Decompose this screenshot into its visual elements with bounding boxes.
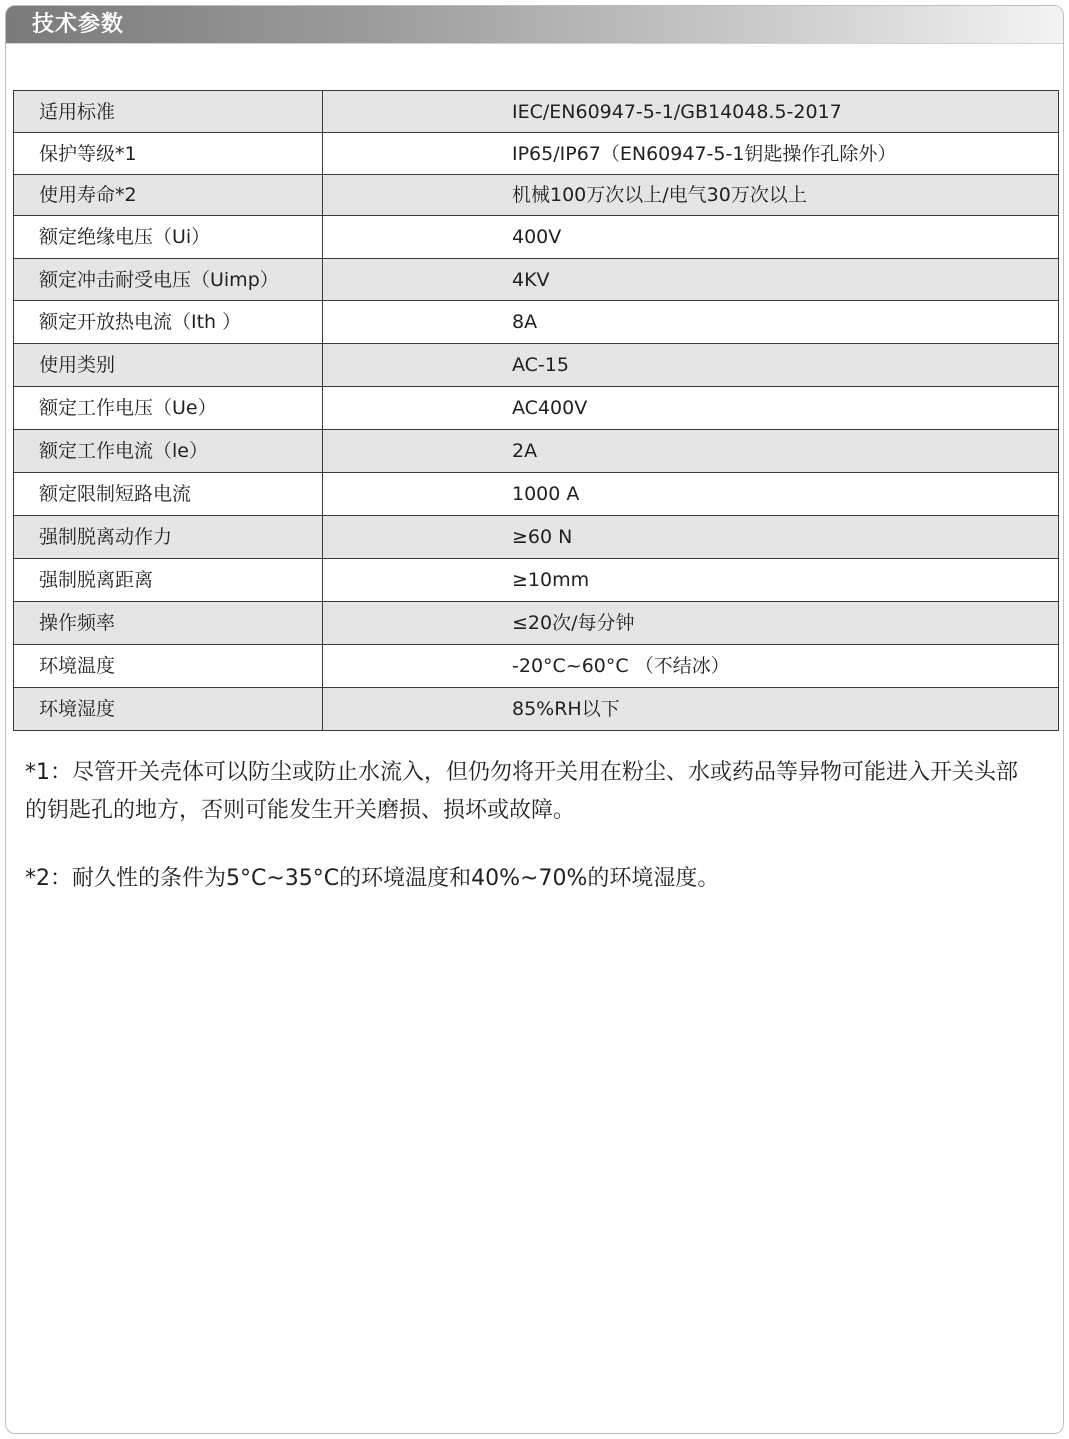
spec-row xyxy=(14,430,1059,473)
spec-value: 机械100万次以上/电气30万次以上 xyxy=(323,175,1059,216)
spec-value: 400V xyxy=(323,216,1059,259)
spec-value: 2A xyxy=(323,430,1059,473)
spec-value: -20°C~60°C （不结冰） xyxy=(323,645,1059,688)
spec-label: 强制脱离动作力 xyxy=(14,516,323,559)
spec-value: 4KV xyxy=(323,259,1059,301)
spec-value: ≥60 N xyxy=(323,516,1059,559)
spec-value: 85%RH以下 xyxy=(323,688,1059,731)
spec-value: AC-15 xyxy=(323,344,1059,387)
spec-row xyxy=(14,216,1059,259)
spec-row xyxy=(14,516,1059,559)
spec-value: 8A xyxy=(323,301,1059,344)
spec-row xyxy=(14,473,1059,516)
spec-label: 操作频率 xyxy=(14,602,323,645)
spec-label: 额定工作电压（Ue） xyxy=(14,387,323,430)
spec-label: 环境湿度 xyxy=(14,688,323,731)
spec-table xyxy=(13,90,1059,731)
spec-sheet-frame xyxy=(5,5,1064,1434)
spec-value: IP65/IP67（EN60947-5-1钥匙操作孔除外） xyxy=(323,133,1059,175)
spec-row xyxy=(14,133,1059,175)
spec-row xyxy=(14,387,1059,430)
spec-value: AC400V xyxy=(323,387,1059,430)
spec-label: 环境温度 xyxy=(14,645,323,688)
footnote-2: *2：耐久性的条件为5°C~35°C的环境温度和40%~70%的环境湿度。 xyxy=(25,866,720,891)
section-header-bar xyxy=(6,6,1063,44)
spec-label: 强制脱离距离 xyxy=(14,559,323,602)
spec-label: 额定冲击耐受电压（Uimp） xyxy=(14,259,323,301)
spec-row xyxy=(14,645,1059,688)
spec-label: 额定工作电流（le） xyxy=(14,430,323,473)
spec-label: 额定开放热电流（Ith ） xyxy=(14,301,323,344)
spec-value: 1000 A xyxy=(323,473,1059,516)
section-title: 技术参数 xyxy=(32,12,125,37)
spec-label: 使用类别 xyxy=(14,344,323,387)
spec-row xyxy=(14,301,1059,344)
spec-label: 保护等级*1 xyxy=(14,133,323,175)
spec-row xyxy=(14,259,1059,301)
spec-label: 额定限制短路电流 xyxy=(14,473,323,516)
spec-row xyxy=(14,175,1059,216)
spec-label: 使用寿命*2 xyxy=(14,175,323,216)
spec-label: 额定绝缘电压（Ui） xyxy=(14,216,323,259)
spec-value: ≤20次/每分钟 xyxy=(323,602,1059,645)
spec-row xyxy=(14,688,1059,731)
spec-row xyxy=(14,91,1059,133)
spec-value: ≥10mm xyxy=(323,559,1059,602)
spec-row xyxy=(14,559,1059,602)
spec-label: 适用标准 xyxy=(14,91,323,133)
spec-value: IEC/EN60947-5-1/GB14048.5-2017 xyxy=(323,91,1059,133)
spec-row xyxy=(14,602,1059,645)
footnotes xyxy=(25,754,1025,898)
footnote-1: *1：尽管开关壳体可以防尘或防止水流入，但仍勿将开关用在粉尘、水或药品等异物可能进入开关头部的钥匙孔的地方，否则可能发生开关磨损、损坏或故障。 xyxy=(25,760,1019,823)
spec-row xyxy=(14,344,1059,387)
